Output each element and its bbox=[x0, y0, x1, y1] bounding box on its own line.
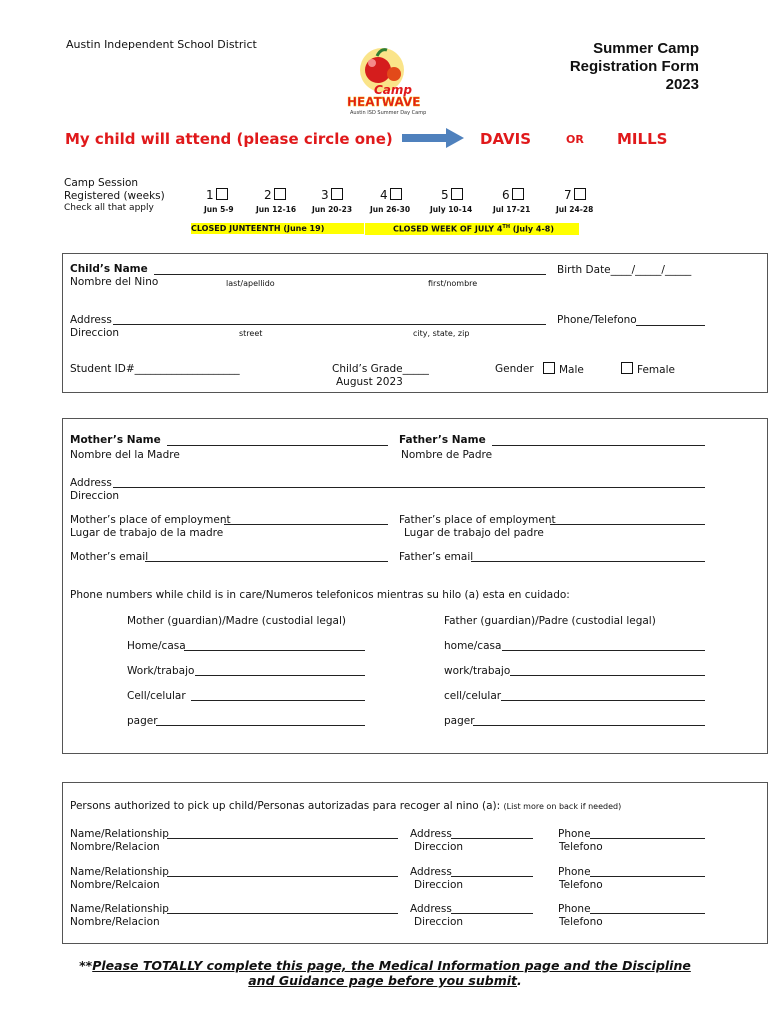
child-name-field[interactable] bbox=[154, 274, 546, 275]
mother-pager-field[interactable] bbox=[156, 725, 365, 726]
pickup-1-phone-label: Phone bbox=[558, 828, 591, 840]
gender-label: Gender bbox=[495, 363, 534, 375]
first-name-hint: first/nombre bbox=[428, 279, 478, 288]
checkbox-icon bbox=[512, 188, 524, 200]
pickup-3-phone-label: Phone bbox=[558, 903, 591, 915]
child-grade-field[interactable]: Child’s Grade_____ bbox=[332, 363, 429, 375]
option-or: OR bbox=[566, 133, 584, 146]
pickup-2-name-label: Name/Relationship bbox=[70, 866, 169, 878]
pickup-1-phone-label-es: Telefono bbox=[559, 841, 603, 853]
pickup-3-phone-field[interactable] bbox=[590, 913, 705, 914]
female-checkbox[interactable]: Female bbox=[621, 362, 675, 376]
option-davis[interactable]: DAVIS bbox=[480, 130, 532, 148]
father-email-field[interactable] bbox=[471, 561, 705, 562]
week-3-dates: Jun 20-23 bbox=[312, 205, 353, 214]
father-home-label: home/casa bbox=[444, 640, 502, 652]
checkbox-icon bbox=[543, 362, 555, 374]
mother-cell-field[interactable] bbox=[191, 700, 365, 701]
week-6-checkbox[interactable]: 6 bbox=[502, 188, 524, 202]
week-1-checkbox[interactable]: 1 bbox=[206, 188, 228, 202]
father-work-label: work/trabajo bbox=[444, 665, 511, 677]
week-1-dates: Jun 5-9 bbox=[204, 205, 234, 214]
mother-work-field[interactable] bbox=[195, 675, 365, 676]
father-guardian-label: Father (guardian)/Padre (custodial legal) bbox=[444, 615, 656, 627]
title-line-1: Summer Camp bbox=[593, 40, 699, 57]
pickup-3-phone-label-es: Telefono bbox=[559, 916, 603, 928]
pickup-1-name-label-es: Nombre/Relacion bbox=[70, 841, 160, 853]
pickup-3-address-label-es: Direccion bbox=[414, 916, 464, 928]
pickup-2-address-field[interactable] bbox=[451, 876, 533, 877]
logo-word-heatwave: HEATWAVE bbox=[347, 95, 421, 109]
father-home-field[interactable] bbox=[502, 650, 705, 651]
pickup-2-name-field[interactable] bbox=[167, 876, 398, 877]
father-cell-label: cell/celular bbox=[444, 690, 502, 702]
closed-juneteenth-notice: CLOSED JUNTEENTH (June 19) bbox=[191, 223, 364, 234]
child-name-label: Child’s Name bbox=[70, 263, 148, 275]
mother-home-field[interactable] bbox=[184, 650, 365, 651]
registered-weeks-label: Registered (weeks) bbox=[64, 190, 165, 202]
child-address-field[interactable] bbox=[113, 324, 546, 325]
checkbox-icon bbox=[574, 188, 586, 200]
pickup-3-address-field[interactable] bbox=[451, 913, 533, 914]
pickup-2-address-label-es: Direccion bbox=[414, 879, 464, 891]
mother-employment-label: Mother’s place of employment bbox=[70, 514, 231, 526]
pickup-1-address-label-es: Direccion bbox=[414, 841, 464, 853]
pickup-2-phone-label: Phone bbox=[558, 866, 591, 878]
title-line-2: Registration Form bbox=[569, 58, 699, 75]
footer-instructions: **Please TOTALLY complete this page, the Medical Information page and the Discipline and Guidance page before you submit. bbox=[79, 958, 691, 988]
week-5-dates: July 10-14 bbox=[430, 205, 473, 214]
week-2-checkbox[interactable]: 2 bbox=[264, 188, 286, 202]
father-work-field[interactable] bbox=[510, 675, 705, 676]
mother-work-label: Work/trabajo bbox=[127, 665, 195, 677]
father-name-field[interactable] bbox=[492, 445, 705, 446]
pickup-3-name-field[interactable] bbox=[167, 913, 398, 914]
title-line-3: 2023 bbox=[665, 76, 699, 93]
pickup-intro: Persons authorized to pick up child/Personas autorizadas para recoger al nino (a): (List more on back if needed) bbox=[70, 800, 622, 812]
week-4-dates: Jun 26-30 bbox=[370, 205, 411, 214]
week-7-dates: Jul 24-28 bbox=[556, 205, 594, 214]
pickup-1-phone-field[interactable] bbox=[590, 838, 705, 839]
form-title bbox=[570, 40, 699, 94]
district-name: Austin Independent School District bbox=[66, 38, 257, 51]
pickup-1-name-field[interactable] bbox=[167, 838, 398, 839]
phones-intro: Phone numbers while child is in care/Numeros telefonicos mientras su hilo (a) esta en cuidado: bbox=[70, 589, 570, 601]
pickup-2-phone-label-es: Telefono bbox=[559, 879, 603, 891]
logo-tagline: Austin ISD Summer Day Camp bbox=[350, 110, 426, 116]
checkbox-icon bbox=[216, 188, 228, 200]
week-6-dates: Jul 17-21 bbox=[493, 205, 531, 214]
pickup-1-address-label: Address bbox=[410, 828, 452, 840]
checkbox-icon bbox=[331, 188, 343, 200]
child-address-label-es: Direccion bbox=[70, 327, 120, 339]
parents-address-field[interactable] bbox=[113, 487, 705, 488]
mother-cell-label: Cell/celular bbox=[127, 690, 186, 702]
pickup-3-address-label: Address bbox=[410, 903, 452, 915]
male-checkbox[interactable]: Male bbox=[543, 362, 584, 376]
logo-word-camp: Camp bbox=[374, 83, 412, 97]
week-7-checkbox[interactable]: 7 bbox=[564, 188, 586, 202]
checkbox-icon bbox=[621, 362, 633, 374]
child-phone-label: Phone/Telefono bbox=[557, 314, 637, 326]
checkbox-icon bbox=[451, 188, 463, 200]
pickup-2-address-label: Address bbox=[410, 866, 452, 878]
attend-prompt: My child will attend (please circle one) bbox=[65, 130, 393, 148]
option-mills[interactable]: MILLS bbox=[617, 130, 668, 148]
city-hint: city, state, zip bbox=[413, 329, 470, 338]
mother-home-label: Home/casa bbox=[127, 640, 186, 652]
check-all-label: Check all that apply bbox=[64, 203, 154, 213]
camp-heatwave-logo bbox=[344, 40, 426, 116]
father-employment-field[interactable] bbox=[550, 524, 705, 525]
father-pager-field[interactable] bbox=[473, 725, 705, 726]
street-hint: street bbox=[239, 329, 263, 338]
mother-email-label: Mother’s email bbox=[70, 551, 149, 563]
week-2-dates: Jun 12-16 bbox=[256, 205, 297, 214]
last-name-hint: last/apellido bbox=[226, 279, 275, 288]
parents-info-section bbox=[62, 418, 768, 754]
pickup-2-phone-field[interactable] bbox=[590, 876, 705, 877]
arrow-right-icon bbox=[402, 128, 464, 151]
checkbox-icon bbox=[390, 188, 402, 200]
mother-name-field[interactable] bbox=[167, 445, 388, 446]
closed-july4-notice: CLOSED WEEK OF JULY 4TH (July 4-8) bbox=[365, 223, 579, 235]
father-name-label-es: Nombre de Padre bbox=[401, 449, 493, 461]
week-3-checkbox[interactable]: 3 bbox=[321, 188, 343, 202]
week-5-checkbox[interactable]: 5 bbox=[441, 188, 463, 202]
father-employment-label-es: Lugar de trabajo del padre bbox=[404, 527, 544, 539]
mother-employment-label-es: Lugar de trabajo de la madre bbox=[70, 527, 224, 539]
father-pager-label: pager bbox=[444, 715, 475, 727]
pickup-3-name-label: Name/Relationship bbox=[70, 903, 169, 915]
grade-sub-label: August 2023 bbox=[336, 376, 403, 388]
child-address-label: Address bbox=[70, 314, 112, 326]
mother-name-label: Mother’s Name bbox=[70, 434, 161, 446]
father-cell-field[interactable] bbox=[501, 700, 705, 701]
father-employment-label: Father’s place of employment bbox=[399, 514, 556, 526]
pickup-2-name-label-es: Nombre/Relcaion bbox=[70, 879, 160, 891]
mother-guardian-label: Mother (guardian)/Madre (custodial legal) bbox=[127, 615, 346, 627]
mother-employment-field[interactable] bbox=[224, 524, 388, 525]
child-name-label-es: Nombre del Nino bbox=[70, 276, 159, 288]
week-4-checkbox[interactable]: 4 bbox=[380, 188, 402, 202]
camp-session-label: Camp Session bbox=[64, 177, 139, 189]
pickup-3-name-label-es: Nombre/Relacion bbox=[70, 916, 160, 928]
birth-date-field[interactable]: Birth Date____/_____/_____ bbox=[557, 264, 692, 276]
mother-email-field[interactable] bbox=[145, 561, 388, 562]
mother-name-label-es: Nombre del la Madre bbox=[70, 449, 180, 461]
father-name-label: Father’s Name bbox=[399, 434, 486, 446]
parents-address-label-es: Direccion bbox=[70, 490, 120, 502]
student-id-field[interactable]: Student ID#____________________ bbox=[70, 363, 240, 375]
pickup-1-name-label: Name/Relationship bbox=[70, 828, 169, 840]
parents-address-label: Address bbox=[70, 477, 112, 489]
checkbox-icon bbox=[274, 188, 286, 200]
mother-pager-label: pager bbox=[127, 715, 158, 727]
father-email-label: Father’s email bbox=[399, 551, 474, 563]
child-phone-field[interactable] bbox=[636, 325, 705, 326]
pickup-1-address-field[interactable] bbox=[451, 838, 533, 839]
